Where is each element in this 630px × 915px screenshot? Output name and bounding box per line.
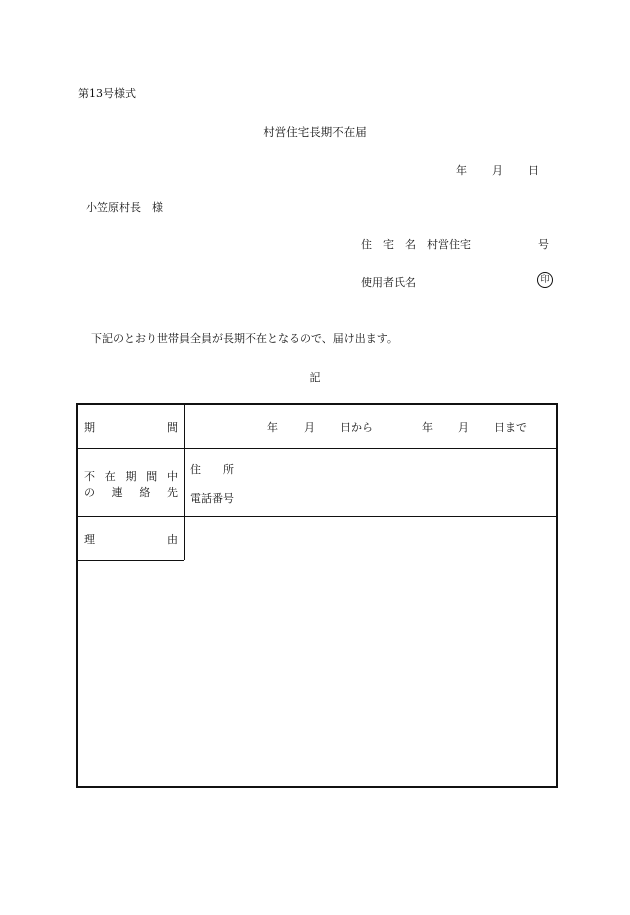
form-table bbox=[76, 403, 558, 788]
label-char: の bbox=[84, 486, 95, 499]
period-label-char: 期 bbox=[84, 421, 95, 434]
reason-label-bottom bbox=[78, 560, 184, 561]
contact-address-label: 住 所 bbox=[190, 463, 234, 476]
period-label bbox=[84, 419, 178, 435]
document-title: 村営住宅長期不在届 bbox=[263, 125, 367, 139]
form-number: 第13号様式 bbox=[78, 87, 136, 100]
reason-label-char: 由 bbox=[167, 533, 178, 546]
seal-mark: 印 bbox=[537, 272, 553, 288]
user-name-label: 使用者氏名 bbox=[361, 276, 416, 289]
contact-label-line2 bbox=[84, 484, 178, 500]
housing-name-label: 住 宅 名 村営住宅 bbox=[361, 238, 471, 251]
period-end-day: 日まで bbox=[494, 421, 527, 434]
period-end-year: 年 bbox=[422, 421, 433, 434]
reason-label-char: 理 bbox=[84, 533, 95, 546]
row-divider-1 bbox=[78, 448, 556, 449]
contact-label-line1 bbox=[84, 468, 178, 484]
reason-label bbox=[84, 531, 178, 547]
ki-heading: 記 bbox=[309, 371, 321, 384]
label-char: 先 bbox=[166, 486, 178, 499]
date-year: 年 bbox=[456, 164, 467, 177]
contact-label bbox=[84, 468, 178, 500]
label-char: 中 bbox=[167, 470, 178, 483]
housing-number-suffix: 号 bbox=[538, 238, 549, 251]
label-char: 間 bbox=[146, 470, 158, 483]
column-divider bbox=[184, 405, 185, 560]
period-label-char: 間 bbox=[167, 421, 178, 434]
period-start-month: 月 bbox=[304, 421, 315, 434]
statement-text: 下記のとおり世帯員全員が長期不在となるので、届け出ます。 bbox=[91, 332, 398, 345]
period-start-day: 日から bbox=[340, 421, 373, 434]
date-month: 月 bbox=[492, 164, 503, 177]
row-divider-2 bbox=[78, 516, 556, 517]
contact-phone-label: 電話番号 bbox=[190, 492, 234, 505]
period-start-year: 年 bbox=[267, 421, 278, 434]
label-char: 在 bbox=[104, 470, 116, 483]
date-day: 日 bbox=[528, 164, 539, 177]
label-char: 不 bbox=[84, 470, 95, 483]
label-char: 連 bbox=[111, 486, 123, 499]
submission-date bbox=[456, 162, 539, 178]
addressee: 小笠原村長 様 bbox=[86, 201, 163, 214]
period-end-month: 月 bbox=[458, 421, 469, 434]
label-char: 期 bbox=[125, 470, 137, 483]
label-char: 絡 bbox=[139, 486, 151, 499]
